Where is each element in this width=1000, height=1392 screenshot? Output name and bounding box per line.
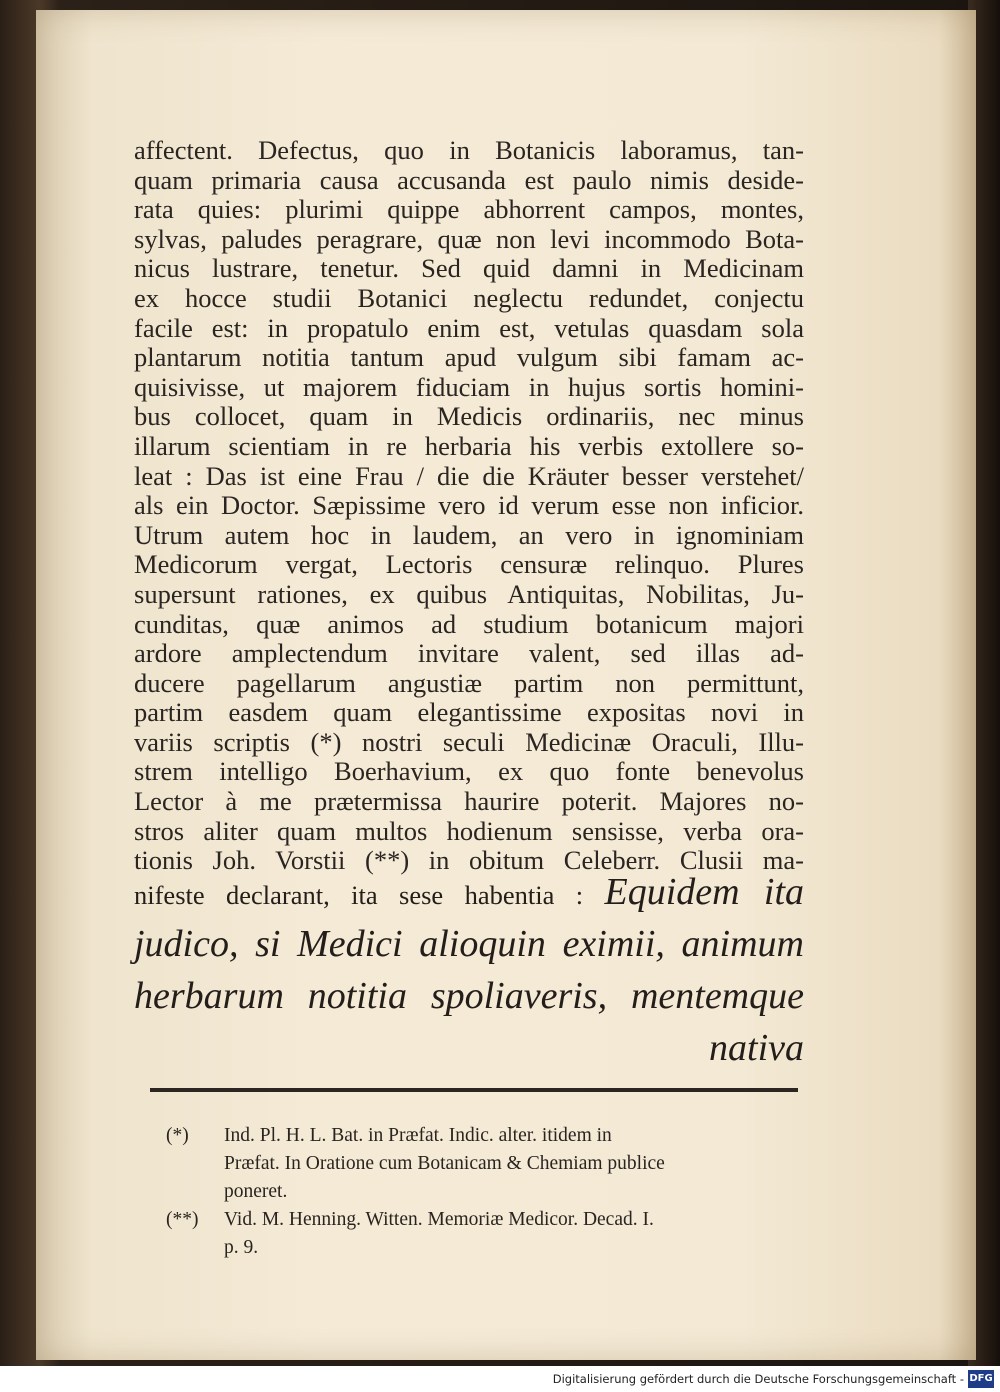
text-line: ex hocce studii Botanici neglectu redundet, conjectu xyxy=(134,282,804,313)
text-line: als ein Doctor. Sæpissime vero id verum esse non inficior. xyxy=(134,490,804,521)
footnote-text: Vid. M. Henning. Witten. Memoriæ Medicor. Decad. I. xyxy=(224,1209,654,1230)
text-line: sylvas, paludes peragrare, quæ non levi incommodo Bota- xyxy=(134,223,804,254)
text-line: stros aliter quam multos hodienum sensisse, verba ora- xyxy=(134,815,804,846)
text-line: supersunt rationes, ex quibus Antiquitas, Nobilitas, Ju- xyxy=(134,578,804,609)
mixed-line-roman: nifeste declarant, ita sese habentia : xyxy=(134,880,584,910)
text-line: quam primaria causa accusanda est paulo nimis deside- xyxy=(134,164,804,195)
text-line: plantarum notitia tantum apud vulgum sibi famam ac- xyxy=(134,342,804,373)
mixed-line xyxy=(134,866,804,918)
footnote-line: poneret. xyxy=(224,1181,288,1202)
text-line: Utrum autem hoc in laudem, an vero in ignominiam xyxy=(134,519,804,550)
italic-line: herbarum notitia spoliaveris, mentemque xyxy=(134,975,804,1017)
footnote-line xyxy=(166,1206,806,1234)
footnote-line: p. 9. xyxy=(224,1237,259,1258)
footnote-line xyxy=(166,1122,806,1150)
footnote-mark: (*) xyxy=(166,1125,189,1146)
footnote-text: Ind. Pl. H. L. Bat. in Præfat. Indic. alter. itidem in xyxy=(224,1125,612,1146)
dfg-logo: DFG xyxy=(968,1370,994,1388)
text-line: Medicorum vergat, Lectoris censuræ relinquo. Plures xyxy=(134,549,804,580)
catchword: nativa xyxy=(709,1027,804,1069)
text-line: tionis Joh. Vorstii (**) in obitum Celeberr. Clusii ma- xyxy=(134,845,804,876)
text-line: ducere pagellarum angustiæ partim non permittunt, xyxy=(134,667,804,698)
text-line: partim easdem quam elegantissime expositas novi in xyxy=(134,697,804,728)
italic-line: judico, si Medici alioquin eximii, animum xyxy=(134,923,804,965)
text-line: facile est: in propatulo enim est, vetulas quasdam sola xyxy=(134,312,804,343)
italic-quotation xyxy=(134,866,804,1074)
footnote-mark: (**) xyxy=(166,1209,199,1230)
text-line: quisivisse, ut majorem fiduciam in hujus sortis homini- xyxy=(134,371,804,402)
text-line: cunditas, quæ animos ad studium botanicum majori xyxy=(134,608,804,639)
text-line: nicus lustrare, tenetur. Sed quid damni in Medicinam xyxy=(134,253,804,284)
text-line: variis scriptis (*) nostri seculi Medicinæ Oraculi, Illu- xyxy=(134,726,804,757)
text-line: rata quies: plurimi quippe abhorrent campos, montes, xyxy=(134,194,804,225)
text-line: illarum scientiam in re herbaria his verbis extollere so- xyxy=(134,430,804,461)
main-text xyxy=(134,136,804,876)
footnotes xyxy=(166,1122,806,1262)
footer-credit: Digitalisierung gefördert durch die Deutsche Forschungsgemeinschaft - xyxy=(552,1372,964,1386)
text-line: leat : Das ist eine Frau / die die Kräuter besser verstehet/ xyxy=(134,460,804,491)
footnote-divider xyxy=(150,1088,798,1092)
text-line: affectent. Defectus, quo in Botanicis laboramus, tan- xyxy=(134,135,804,165)
text-line: strem intelligo Boerhavium, ex quo fonte benevolus xyxy=(134,756,804,787)
text-line: ardore amplectendum invitare valent, sed illas ad- xyxy=(134,638,804,669)
mixed-line-italic: Equidem ita xyxy=(604,871,804,913)
text-line: bus collocet, quam in Medicis ordinariis, nec minus xyxy=(134,401,804,432)
footnote-line: Præfat. In Oratione cum Botanicam & Chemiam publice xyxy=(224,1153,665,1174)
text-line: Lector à me prætermissa haurire poterit. Majores no- xyxy=(134,786,804,817)
